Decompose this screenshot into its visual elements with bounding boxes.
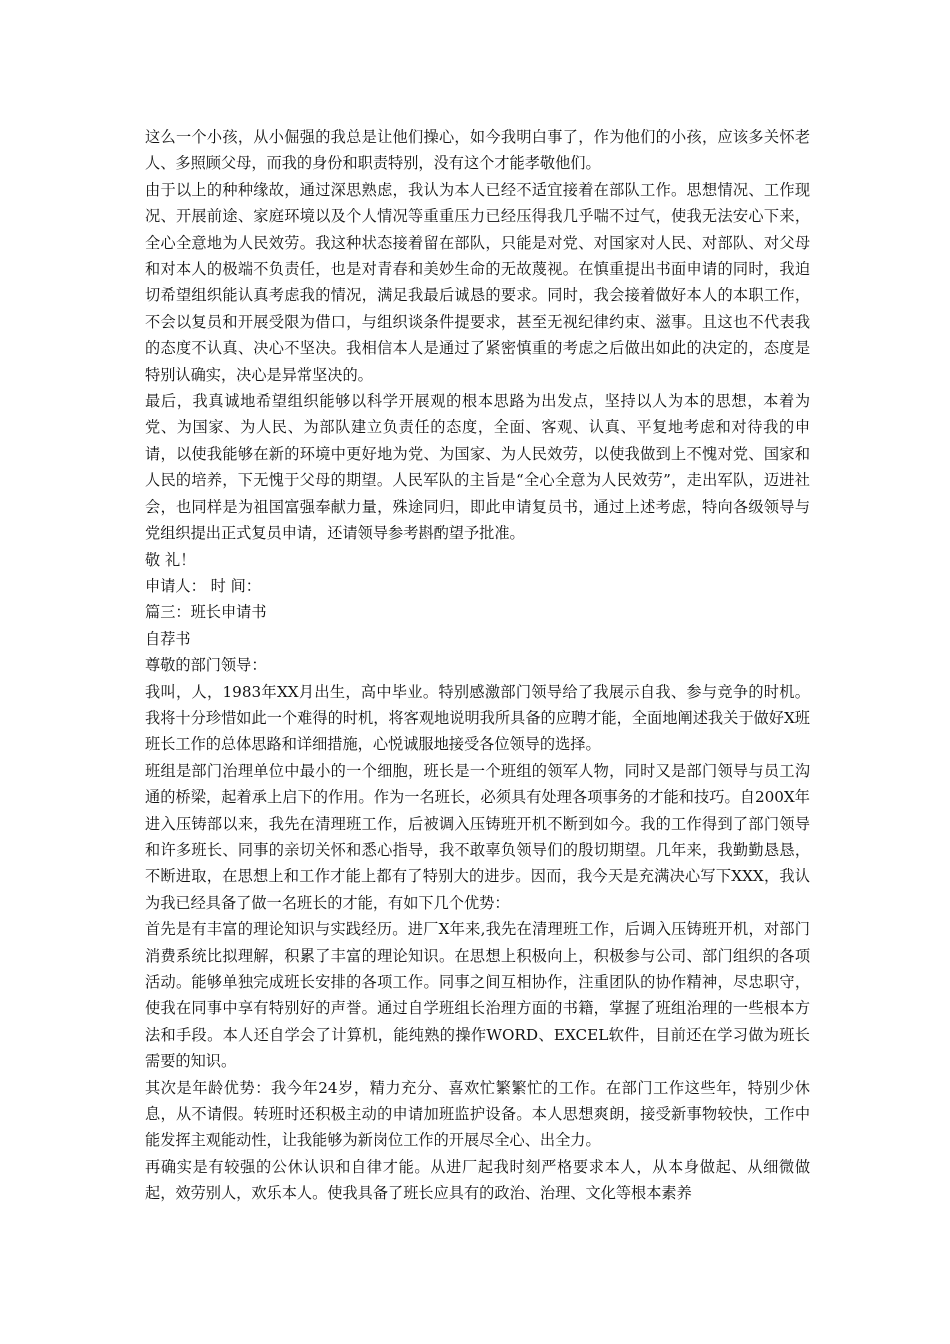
letter-greeting: 尊敬的部门领导：: [145, 656, 267, 675]
paragraph-continuation: 这么一个小孩，从小倔强的我总是让他们操心，如今我明白事了，作为他们的小孩，应该多关怀老人、多照顾父母，而我的身份和职责特别，没有这个才能孝敬他们。: [145, 128, 810, 173]
paragraph-advantage-discipline: 再确实是有较强的公休认识和自律才能。从进厂起我时刻严格要求本人，从本身做起、从细微做起，效劳别人，欢乐本人。使我具备了班长应具有的政治、治理、文化等根本素养: [145, 1157, 810, 1203]
paragraph-advantage-age: 其次是年龄优势：我今年24岁，精力充分、喜欢忙繁繁忙的工作。在部门工作这些年，特别少休息，从不请假。转班时还积极主动的申请加班监护设备。本人思想爽朗，接受新事物较快，工作中能发挥主观能动性，让我能够为新岗位工作的开展尽全心、出全力。: [145, 1078, 810, 1150]
salutation: 敬 礼！: [145, 550, 196, 569]
paragraph-intro: 我叫，人，1983年XX月出生，高中毕业。特别感激部门领导给了我展示自我、参与竞争的时机。我将十分珍惜如此一个难得的时机，将客观地说明我所具备的应聘才能，全面地阐述我关于做好X班班长工作的总体思路和详细措施，心悦诚服地接受各位领导的选择。: [145, 682, 810, 754]
document-body: [145, 124, 810, 1207]
letter-title: 自荐书: [145, 629, 191, 648]
paragraph-team-role: 班组是部门治理单位中最小的一个细胞，班长是一个班组的领军人物，同时又是部门领导与员工沟通的桥梁，起着承上启下的作用。作为一名班长，必须具有处理各项事务的才能和技巧。自200X年进入压铸部以来，我先在清理班工作，后被调入压铸班开机不断到如今。我的工作得到了部门领导和许多班长、同事的亲切关怀和悉心指导，我不敢辜负领导们的殷切期望。几年来，我勤勤恳恳，不断进取，在思想上和工作才能上都有了特别大的进步。因而，我今天是充满决心写下XXX，我认为我已经具备了做一名班长的才能，有如下几个优势：: [145, 761, 810, 912]
applicant-line: 申请人： 时 间：: [145, 576, 261, 595]
section-heading: 篇三：班长申请书: [145, 603, 267, 622]
paragraph-conclusion: 最后，我真诚地希望组织能够以科学开展观的根本思路为出发点，坚持以人为本的思想，本着为党、为国家、为人民、为部队建立负责任的态度，全面、客观、认真、平复地考虑和对待我的申请，以使我能够在新的环境中更好地为党、为国家、为人民效劳，以使我做到上不愧对党、国家和人民的培养，下无愧于父母的期望。人民军队的主旨是“全心全意为人民效劳”，走出军队，迈进社会，也同样是为祖国富强奉献力量，殊途同归，即此申请复员书，通过上述考虑，特向各级领导与党组织提出正式复员申请，还请领导参考斟酌望予批准。: [145, 392, 810, 543]
paragraph-advantage-experience: 首先是有丰富的理论知识与实践经历。进厂X年来,我先在清理班工作，后调入压铸班开机，对部门消费系统比拟理解，积累了丰富的理论知识。在思想上积极向上，积极参与公司、部门组织的各项活动。能够单独完成班长安排的各项工作。同事之间互相协作，注重团队的协作精神，尽忠职守，使我在同事中享有特别好的声誉。通过自学班组长治理方面的书籍，掌握了班组治理的一些根本方法和手段。本人还自学会了计算机，能纯熟的操作WORD、EXCEL软件，目前还在学习做为班长需要的知识。: [145, 920, 810, 1071]
paragraph-reasons: 由于以上的种种缘故，通过深思熟虑，我认为本人已经不适宜接着在部队工作。思想情况、工作现况、开展前途、家庭环境以及个人情况等重重压力已经压得我几乎喘不过气，使我无法安心下来，全心全意地为人民效劳。我这种状态接着留在部队，只能是对党、对国家对人民、对部队、对父母和对本人的极端不负责任，也是对青春和美妙生命的无故蔑视。在慎重提出书面申请的同时，我迫切希望组织能认真考虑我的情况，满足我最后诚恳的要求。同时，我会接着做好本人的本职工作，不会以复员和开展受限为借口，与组织谈条件提要求，甚至无视纪律约束、滋事。且这也不代表我的态度不认真、决心不坚决。我相信本人是通过了紧密慎重的考虑之后做出如此的决定的，态度是特别认确实，决心是异常坚决的。: [145, 180, 810, 384]
